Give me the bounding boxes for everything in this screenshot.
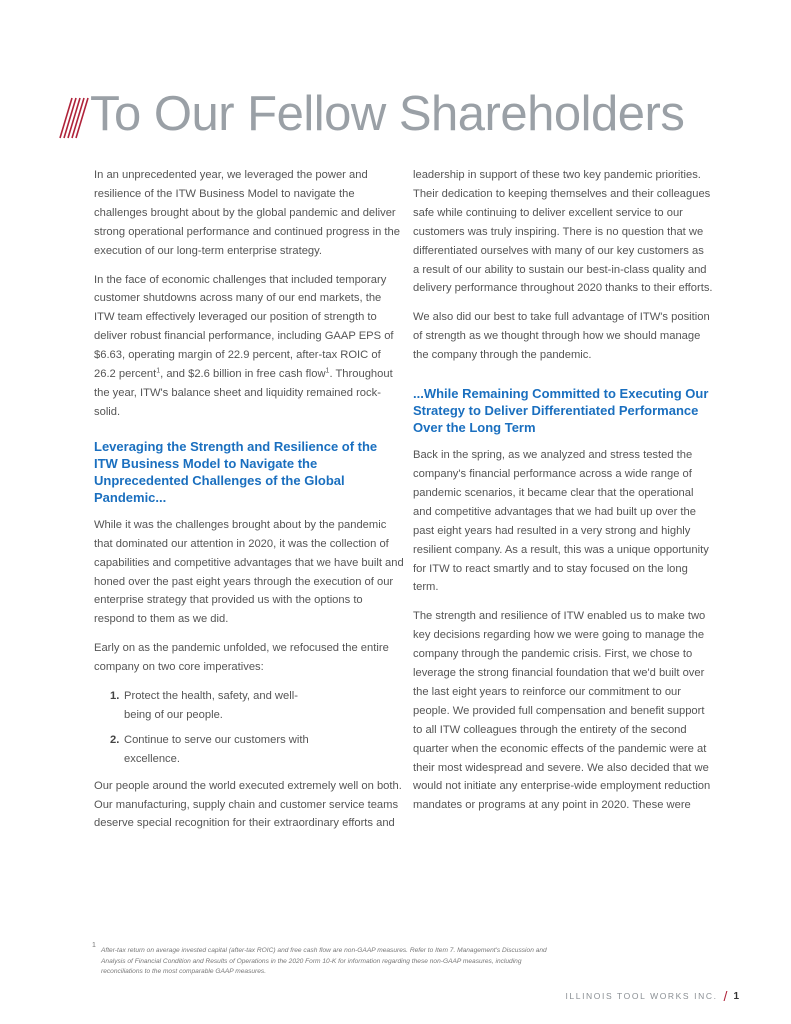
right-paragraph-3: Back in the spring, as we analyzed and stress tested the company's financial performance across a wide range of pandemic scenarios, it became clear that the operational and competitive advantages that we had built up over the past eight years had resulted in a very strong and highly resilient company. As a result, this was a unique opportunity for ITW to react smartly and to stay focused on the long term. <box>413 449 709 594</box>
left-paragraph-3: While it was the challenges brought about by the pandemic that dominated our attention in 2020, it was the collection of capabilities and competitive advantages that we have built and honed over the past eight years through the execution of our enterprise strategy that provided us with the options to respond to them as we did. <box>94 518 404 626</box>
footnote-ref: 1 <box>156 367 161 375</box>
footer-separator: / <box>723 988 728 1004</box>
right-column <box>413 166 713 825</box>
list-item: 1. Protect the health, safety, and well-being of our people. <box>110 690 298 721</box>
page-number: 1 <box>733 990 739 1002</box>
left-paragraph-5: Our people around the world executed extremely well on both. Our manufacturing, supply chain and customer service teams deserve special recognition for their extraordinary efforts and <box>94 779 402 830</box>
section-heading-leveraging: Leveraging the Strength and Resilience of the ITW Business Model to Navigate the Unprecedented Challenges of the Global Pandemic... <box>94 438 378 505</box>
page-footer <box>565 988 739 1004</box>
list-item: 2. Continue to serve our customers with excellence. <box>110 733 309 765</box>
page-title: To Our Fellow Shareholders <box>90 87 685 141</box>
right-paragraph-4: The strength and resilience of ITW enabled us to make two key decisions regarding how we were going to manage the company through the pandemic crisis. First, we chose to leverage the strong financial foundation that we'd built over the last eight years to reinforce our commitment to our people. We provided full compensation and benefit support to all ITW colleagues through the entirety of the second quarter when the economic effects of the pandemic were at their most widespread and severe. We also decided that we would not initiate any enterprise-wide employment reduction mandates or programs at any point in 2020. These were <box>413 610 711 812</box>
right-paragraph-2: We also did our best to take full advantage of ITW's position of strength as we thought through how we should manage the company through the pandemic. <box>413 311 710 362</box>
footnote-text: After-tax return on average invested capital (after-tax ROIC) and free cash flow are non-GAAP measures. Refer to Item 7. Management's Discussion and Analysis of Financial Condition and Results of Operations in the 2020 Form 10-K for information regarding these non-GAAP measures, including reconciliations to the most comparable GAAP measures. <box>101 947 547 975</box>
slash-mark-icon <box>50 96 94 140</box>
right-paragraph-1: leadership in support of these two key pandemic priorities. Their dedication to keeping themselves and their colleagues safe while continuing to deliver excellent service to our customers was truly inspiring. There is no question that we differentiated ourselves with many of our key customers as a result of our ability to sustain our best-in-class quality and delivery performance throughout 2020 thanks to their efforts. <box>413 169 713 295</box>
footnote: 1 After-tax return on average invested capital (after-tax ROIC) and free cash flow are non-GAAP measures. Refer to Item 7. Management's Discussion and Analysis of Financial Condition and Results of Operations in the 2020 Form 10-K for information regarding these non-GAAP measures, including reconciliations to the most comparable GAAP measures. <box>92 946 562 978</box>
left-paragraph-1: In an unprecedented year, we leveraged the power and resilience of the ITW Business Model to navigate the challenges brought about by the global pandemic and deliver strong operational performance and continued progress in the execution of our long-term enterprise strategy. <box>94 169 400 257</box>
imperatives-list <box>94 687 404 769</box>
section-heading-remaining-committed: ...While Remaining Committed to Executing Our Strategy to Deliver Differentiated Performance Over the Long Term <box>413 386 709 436</box>
left-paragraph-4: Early on as the pandemic unfolded, we refocused the entire company on two core imperatives: <box>94 642 389 674</box>
company-name: ILLINOIS TOOL WORKS INC. <box>565 991 718 1001</box>
left-paragraph-2: In the face of economic challenges that included temporary customer shutdowns across many of our end markets, the ITW team effectively leveraged our position of strength to deliver robust financial performance, including GAAP EPS of $6.63, operating margin of 22.9 percent, after-tax ROIC of 26.2 percent$^1$, and $2.6 billion in free cash flow$^1$. Throughout the year, ITW's balance sheet and liquidity remained rock-solid. <box>94 273 394 418</box>
footnote-ref: 1 <box>325 367 330 375</box>
title-row <box>50 88 750 148</box>
left-column <box>94 166 404 843</box>
